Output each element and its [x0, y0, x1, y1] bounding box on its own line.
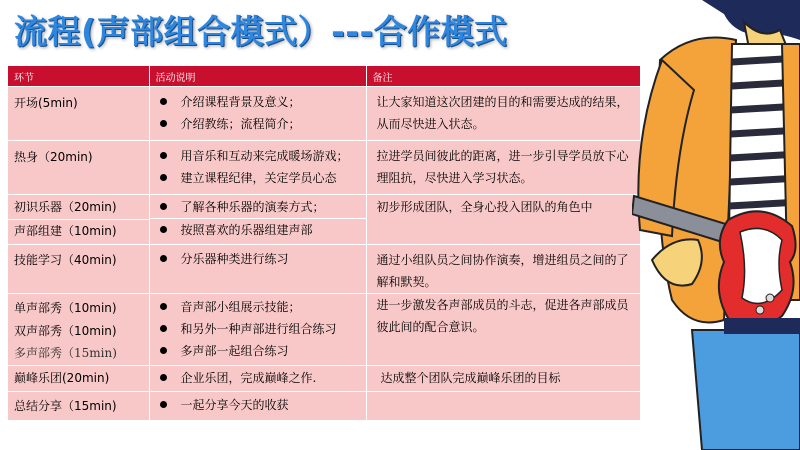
note-cell	[366, 294, 640, 366]
list-item: 建立课程纪律，关定学员心态	[150, 167, 366, 189]
stage-cell	[8, 392, 149, 420]
header-stage: 环节	[8, 66, 149, 87]
note-text: 达成整个团队完成巅峰乐团的目标	[380, 371, 561, 385]
stage-cell	[8, 245, 149, 294]
table-row	[8, 245, 640, 294]
list-item: 分乐器种类进行练习	[150, 248, 366, 270]
stage-label: 技能学习（40min)	[14, 253, 117, 267]
list-item: 音声部小组展示技能；	[150, 296, 366, 318]
stage-label: 总结分享（15min)	[14, 399, 117, 413]
stage-cell	[8, 141, 149, 195]
list-item: 多声部一起组合练习	[150, 340, 366, 362]
list-item: 了解各种乐器的演奏方式；	[150, 196, 366, 219]
activity-cell	[149, 195, 366, 245]
bullet-icon	[160, 203, 167, 210]
activity-cell	[149, 366, 366, 392]
stage-label: 声部组建（10min)	[14, 224, 117, 238]
activity-cell	[149, 294, 366, 366]
bullet-icon	[160, 226, 167, 233]
stage-label: 双声部秀（10min)	[14, 324, 117, 338]
activity-cell	[149, 245, 366, 294]
header-notes: 备注	[366, 66, 640, 87]
stage-cell	[8, 87, 149, 141]
list-item: 介绍课程背景及意义；	[150, 91, 366, 113]
table-header-row	[8, 66, 640, 87]
stage-label: 热身（20min)	[14, 150, 93, 164]
stage-label: 开场(5min)	[14, 96, 78, 110]
note-cell	[366, 392, 640, 420]
note-cell	[366, 366, 640, 392]
guitarist-illustration	[632, 0, 800, 450]
stage-cell	[8, 366, 149, 392]
bullet-icon	[160, 325, 167, 332]
list-item: 一起分享今天的收获	[150, 394, 366, 416]
stage-label: 多声部秀（15min)	[14, 346, 117, 360]
activity-cell	[149, 392, 366, 420]
note-cell	[366, 245, 640, 294]
bullet-icon	[160, 98, 167, 105]
page-title: 流程(声部组合模式）---合作模式	[14, 12, 508, 51]
note-cell	[366, 195, 640, 245]
stage-label: 单声部秀（10min)	[14, 301, 117, 315]
stage-cell	[8, 294, 149, 366]
bullet-icon	[160, 401, 167, 408]
bullet-icon	[160, 174, 167, 181]
list-item: 介绍教练；流程简介；	[150, 113, 366, 135]
bullet-icon	[160, 120, 167, 127]
note-cell	[366, 87, 640, 141]
list-item: 企业乐团，完成巅峰之作.	[150, 367, 366, 389]
stage-label: 巅峰乐团(20min)	[14, 371, 110, 385]
activity-cell	[149, 141, 366, 195]
table-row	[8, 195, 640, 245]
table-row	[8, 294, 640, 366]
list-item: 用音乐和互动来完成暖场游戏；	[150, 145, 366, 167]
list-item: 按照喜欢的乐器组建声部	[150, 219, 366, 241]
note-text: 初步形成团队，全身心投入团队的角色中	[376, 200, 593, 214]
bullet-icon	[160, 152, 167, 159]
activity-cell	[149, 87, 366, 141]
note-text: 让大家知道这次团建的目的和需要达成的结果，从而尽快进入状态。	[376, 95, 629, 131]
bullet-icon	[160, 374, 167, 381]
bullet-icon	[160, 303, 167, 310]
note-text	[367, 392, 640, 396]
list-item: 和另外一种声部进行组合练习	[150, 318, 366, 340]
table-row	[8, 366, 640, 392]
table-row	[8, 392, 640, 420]
stage-cell	[8, 195, 149, 245]
note-text: 进一步激发各声部成员的斗志，促进各声部成员彼此间的配合意识。	[376, 298, 629, 334]
table-row	[8, 141, 640, 195]
bullet-icon	[160, 347, 167, 354]
bullet-icon	[160, 255, 167, 262]
header-activity: 活动说明	[149, 66, 366, 87]
note-cell	[366, 141, 640, 195]
process-table	[8, 66, 640, 420]
note-text: 拉进学员间彼此的距离，进一步引导学员放下心理阻抗，尽快进入学习状态。	[376, 149, 629, 185]
table-row	[8, 87, 640, 141]
note-text: 通过小组队员之间协作演奏，增进组员之间的了解和默契。	[376, 253, 629, 289]
stage-label: 初识乐器（20min)	[8, 195, 149, 220]
